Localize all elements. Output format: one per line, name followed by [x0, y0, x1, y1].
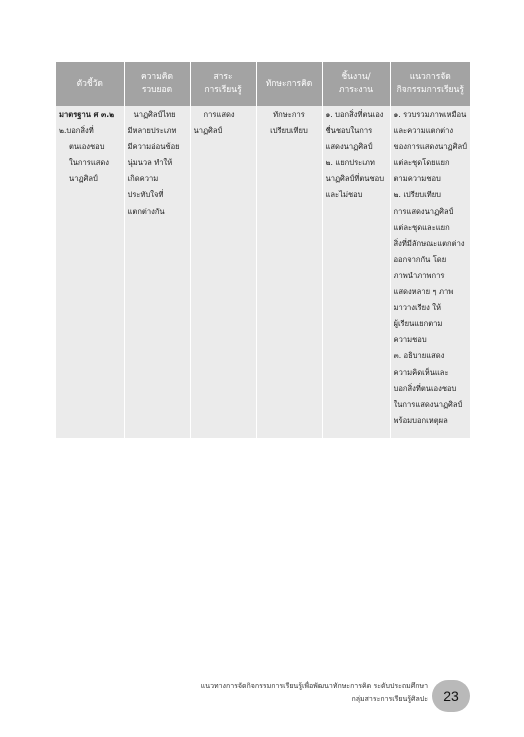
- cell-line: ออกจากกัน โดย: [393, 254, 447, 264]
- footer-book-title: แนวทางการจัดกิจกรรมการเรียนรู้เพื่อพัฒนาทักษะการคิด ระดับประถมศึกษา: [200, 682, 428, 690]
- cell-line: ๒. แยกประเภท: [325, 158, 375, 168]
- cell-line: ๓. อธิบายแสดง: [393, 351, 445, 361]
- cell-line: นาฏศิลป์ที่ตนชอบ: [325, 174, 385, 184]
- header-content: สาระ การเรียนรู้: [190, 62, 256, 106]
- table-header-row: [56, 62, 470, 106]
- cell-line: ประทับใจที่: [127, 190, 164, 200]
- cell-line: ๑. บอกสิ่งที่ตนเอง: [325, 110, 384, 119]
- cell-line: ๒. เปรียบเทียบ: [393, 190, 441, 200]
- cell-line: แสดงหลาย ๆ ภาพ: [393, 287, 454, 297]
- cell-activities: [390, 106, 470, 438]
- cell-line: มาตรฐาน ศ ๓.๒: [59, 110, 115, 119]
- curriculum-table: [56, 62, 470, 438]
- cell-line: แต่ละชุดและแยก: [393, 222, 450, 232]
- cell-line: นุ่มนวล ทำให้: [127, 158, 173, 168]
- cell-line: การแสดง: [203, 110, 235, 119]
- cell-line: นาฏศิลป์ไทย: [133, 110, 176, 119]
- cell-line: ๑. รวบรวมภาพเหมือน: [393, 110, 467, 119]
- cell-line: มาวางเรียง ให้: [393, 303, 441, 313]
- cell-line: ภาพนำภาพการ: [393, 270, 445, 280]
- page-footer: [180, 680, 428, 706]
- cell-line: ของการแสดงนาฏศิลป์: [393, 142, 467, 152]
- cell-line: เปรียบเทียบ: [270, 126, 308, 136]
- cell-indicator: [56, 106, 124, 438]
- cell-line: และความแตกต่าง: [393, 126, 454, 136]
- cell-content: [190, 106, 256, 438]
- cell-line: เกิดความ: [127, 174, 159, 184]
- cell-line: ตามความชอบ: [393, 174, 441, 184]
- cell-line: ในการแสดงนาฏศิลป์: [393, 399, 463, 409]
- cell-line: ชื่นชอบในการ: [325, 126, 373, 136]
- cell-line: แตกต่างกัน: [127, 206, 165, 216]
- header-indicator: ตัวชี้วัด: [56, 62, 124, 106]
- cell-line: และไม่ชอบ: [325, 190, 363, 200]
- table-row: [56, 106, 470, 438]
- cell-line: การแสดงนาฏศิลป์: [393, 206, 454, 216]
- cell-line: ในการแสดง: [69, 158, 110, 168]
- cell-concept: [124, 106, 190, 438]
- cell-task: [322, 106, 390, 438]
- cell-thinking-skill: [256, 106, 322, 438]
- cell-line: พร้อมบอกเหตุผล: [393, 415, 448, 425]
- header-thinking-skill: ทักษะการคิด: [256, 62, 322, 106]
- header-concept: ความคิด รวบยอด: [124, 62, 190, 106]
- header-task: ชิ้นงาน/ ภาระงาน: [322, 62, 390, 106]
- header-activities: แนวการจัด กิจกรรมการเรียนรู้: [390, 62, 470, 106]
- curriculum-table-container: [56, 62, 470, 434]
- cell-line: นาฏศิลป์: [69, 174, 98, 184]
- cell-line: บอกสิ่งที่ตนเองชอบ: [393, 383, 457, 393]
- cell-line: ตนเองชอบ: [69, 142, 105, 152]
- cell-line: นาฏศิลป์: [193, 126, 223, 136]
- cell-line: แต่ละชุดโดยแยก: [393, 158, 450, 168]
- cell-line: ทักษะการ: [273, 110, 305, 119]
- page-number-badge: 23: [432, 680, 470, 712]
- cell-line: มีหลายประเภท: [127, 126, 177, 136]
- cell-line: ๒.บอกสิ่งที่: [59, 126, 94, 136]
- cell-line: ความคิดเห็นและ: [393, 367, 449, 377]
- cell-line: ความชอบ: [393, 335, 427, 345]
- cell-line: แสดงนาฏศิลป์: [325, 142, 373, 152]
- footer-subject-group: กลุ่มสาระการเรียนรู้ศิลปะ: [351, 695, 428, 703]
- cell-line: มีความอ่อนช้อย: [127, 142, 180, 152]
- cell-line: สิ่งที่มีลักษณะแตกต่าง: [393, 238, 465, 248]
- cell-line: ผู้เรียนแยกตาม: [393, 319, 443, 329]
